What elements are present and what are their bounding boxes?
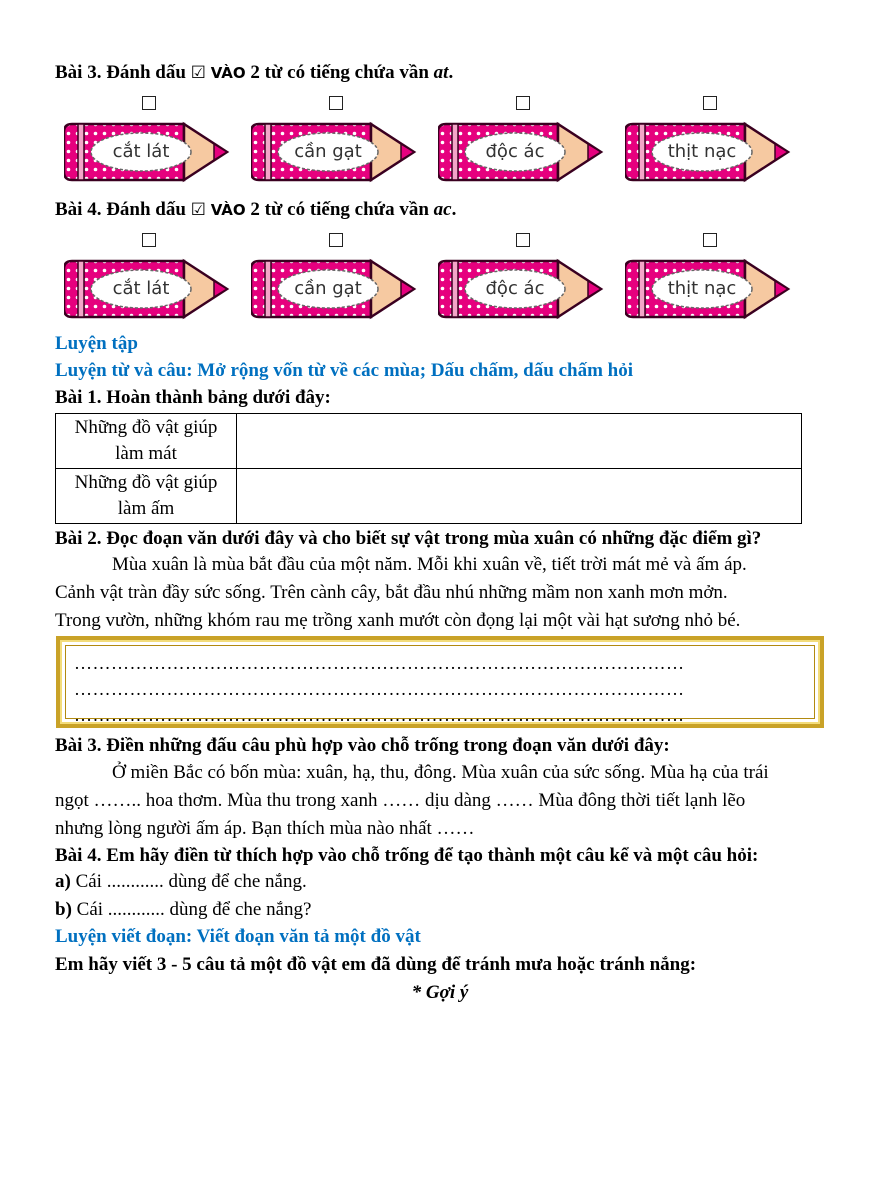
section-heading-luyen-tap: Luyện tập — [55, 333, 138, 354]
instruction-text: 2 từ có tiếng chứa vần — [250, 62, 429, 83]
bai2-paragraph — [55, 551, 825, 635]
paragraph-line: Trong vườn, những khóm rau mẹ trồng xanh mướt còn đọng lại một vài hạt sương nhỏ bé. — [55, 610, 741, 631]
section-heading-ltvc: Luyện từ và câu: Mở rộng vốn từ về các mùa; Dấu chấm, dấu chấm hỏi — [55, 360, 633, 381]
answer-cell[interactable] — [237, 414, 802, 469]
answer-checkbox[interactable] — [329, 233, 343, 247]
bai4-title: Bài 4. Em hãy điền từ thích hợp vào chỗ trống để tạo thành một câu kể và một câu hỏi: — [55, 845, 759, 866]
table-label-cell — [56, 469, 237, 524]
pencil-option[interactable] — [64, 96, 234, 196]
item-label: a) — [55, 871, 71, 892]
pencil-word: cần gạt — [294, 278, 362, 299]
pencil-word: độc ác — [485, 278, 545, 299]
instruction-text: Đánh dấu — [106, 62, 186, 83]
pencil-option[interactable] — [625, 96, 795, 196]
pencil-icon — [625, 120, 795, 184]
dotted-answer-line[interactable]: ……………………………………………………………………………………… — [74, 653, 685, 673]
pencil-icon — [251, 120, 421, 184]
section-heading-luyen-viet-doan: Luyện viết đoạn: Viết đoạn văn tả một đồ vật — [55, 926, 421, 947]
pencil-option[interactable] — [251, 96, 421, 196]
pencil-icon — [251, 257, 421, 321]
paragraph-line: nhưng lòng người ấm áp. Bạn thích mùa nào nhất …… — [55, 818, 475, 839]
pencil-option[interactable] — [438, 96, 608, 196]
cell-text: làm mát — [115, 443, 177, 464]
paragraph-line — [55, 759, 825, 787]
exercise-number: Bài 3. — [55, 62, 102, 83]
pencil-option[interactable] — [251, 233, 421, 333]
paragraph-line: Cảnh vật tràn đầy sức sống. Trên cành cây, bắt đầu nhú những mầm non xanh mơn mởn. — [55, 582, 728, 603]
answer-checkbox[interactable] — [703, 96, 717, 110]
pencil-icon — [64, 120, 234, 184]
pencil-word: độc ác — [485, 141, 545, 162]
bai4-item-a — [55, 869, 825, 895]
bai3-paragraph — [55, 759, 825, 843]
answer-checkbox[interactable] — [516, 96, 530, 110]
pencil-option[interactable] — [64, 233, 234, 333]
instruction-vao: VÀO — [210, 201, 246, 219]
bai2-title: Bài 2. Đọc đoạn văn dưới đây và cho biết sự vật trong mùa xuân có những đặc điểm gì? — [55, 528, 762, 549]
answer-checkbox[interactable] — [703, 233, 717, 247]
paragraph-text: Mùa xuân là mùa bắt đầu của một năm. Mỗi khi xuân về, tiết trời mát mẻ và ấm áp. — [112, 554, 747, 575]
table-row — [56, 469, 802, 524]
pencil-option[interactable] — [625, 233, 795, 333]
checked-box-icon: ☑ — [190, 200, 206, 220]
pencil-word: cắt lát — [112, 278, 170, 299]
rhyme-text: at — [433, 62, 449, 83]
bai1-title: Bài 1. Hoàn thành bảng dưới đây: — [55, 387, 331, 408]
cell-text: Những đồ vật giúp — [74, 417, 218, 438]
pencil-row-ac — [64, 233, 804, 333]
paragraph-line: ngọt …….. hoa thơm. Mùa thu trong xanh …… dịu dàng …… Mùa đông thời tiết lạnh lẽo — [55, 790, 746, 811]
pencil-word: thịt nạc — [667, 278, 737, 299]
cell-text: Những đồ vật giúp — [74, 472, 218, 493]
bai1-table — [55, 413, 802, 524]
bai4-ac-heading — [55, 197, 825, 223]
writing-instruction: Em hãy viết 3 - 5 câu tả một đồ vật em đã dùng để tránh mưa hoặc tránh nắng: — [55, 954, 697, 975]
answer-checkbox[interactable] — [142, 233, 156, 247]
pencil-icon — [625, 257, 795, 321]
instruction-text: 2 từ có tiếng chứa vần — [250, 199, 429, 220]
paragraph-line — [55, 551, 825, 579]
bai4-item-b — [55, 897, 825, 923]
pencil-word: cắt lát — [112, 141, 170, 162]
instruction-text: Đánh dấu — [106, 199, 186, 220]
answer-checkbox[interactable] — [142, 96, 156, 110]
paragraph-text: Ở miền Bắc có bốn mùa: xuân, hạ, thu, đông. Mùa xuân của sức sống. Mùa hạ của trái — [112, 762, 769, 783]
dotted-answer-line[interactable]: ……………………………………………………………………………………… — [74, 705, 685, 725]
period: . — [448, 62, 454, 83]
exercise-number: Bài 4. — [55, 199, 102, 220]
pencil-icon — [438, 257, 608, 321]
rhyme-text: ac — [433, 199, 452, 220]
item-text[interactable]: Cái ............ dùng để che nắng. — [70, 871, 307, 892]
pencil-row-at — [64, 96, 804, 196]
answer-checkbox[interactable] — [516, 233, 530, 247]
pencil-icon — [438, 120, 608, 184]
pencil-word: cần gạt — [294, 141, 362, 162]
pencil-word: thịt nạc — [667, 141, 737, 162]
table-row — [56, 414, 802, 469]
bai3-at-heading — [55, 60, 825, 86]
answer-cell[interactable] — [237, 469, 802, 524]
answer-frame[interactable] — [56, 636, 824, 728]
bai3-title: Bài 3. Điền những đấu câu phù hợp vào chỗ trống trong đoạn văn dưới đây: — [55, 735, 670, 756]
hint-heading: * Gợi ý — [411, 982, 469, 1003]
checked-box-icon: ☑ — [190, 63, 206, 83]
pencil-icon — [64, 257, 234, 321]
period: . — [451, 199, 457, 220]
instruction-vao: VÀO — [210, 64, 246, 82]
cell-text: làm ấm — [117, 498, 175, 519]
answer-checkbox[interactable] — [329, 96, 343, 110]
pencil-option[interactable] — [438, 233, 608, 333]
item-label: b) — [55, 899, 72, 920]
item-text[interactable]: Cái ............ dùng để che nắng? — [71, 899, 312, 920]
table-label-cell — [56, 414, 237, 469]
dotted-answer-line[interactable]: ……………………………………………………………………………………… — [74, 679, 685, 699]
